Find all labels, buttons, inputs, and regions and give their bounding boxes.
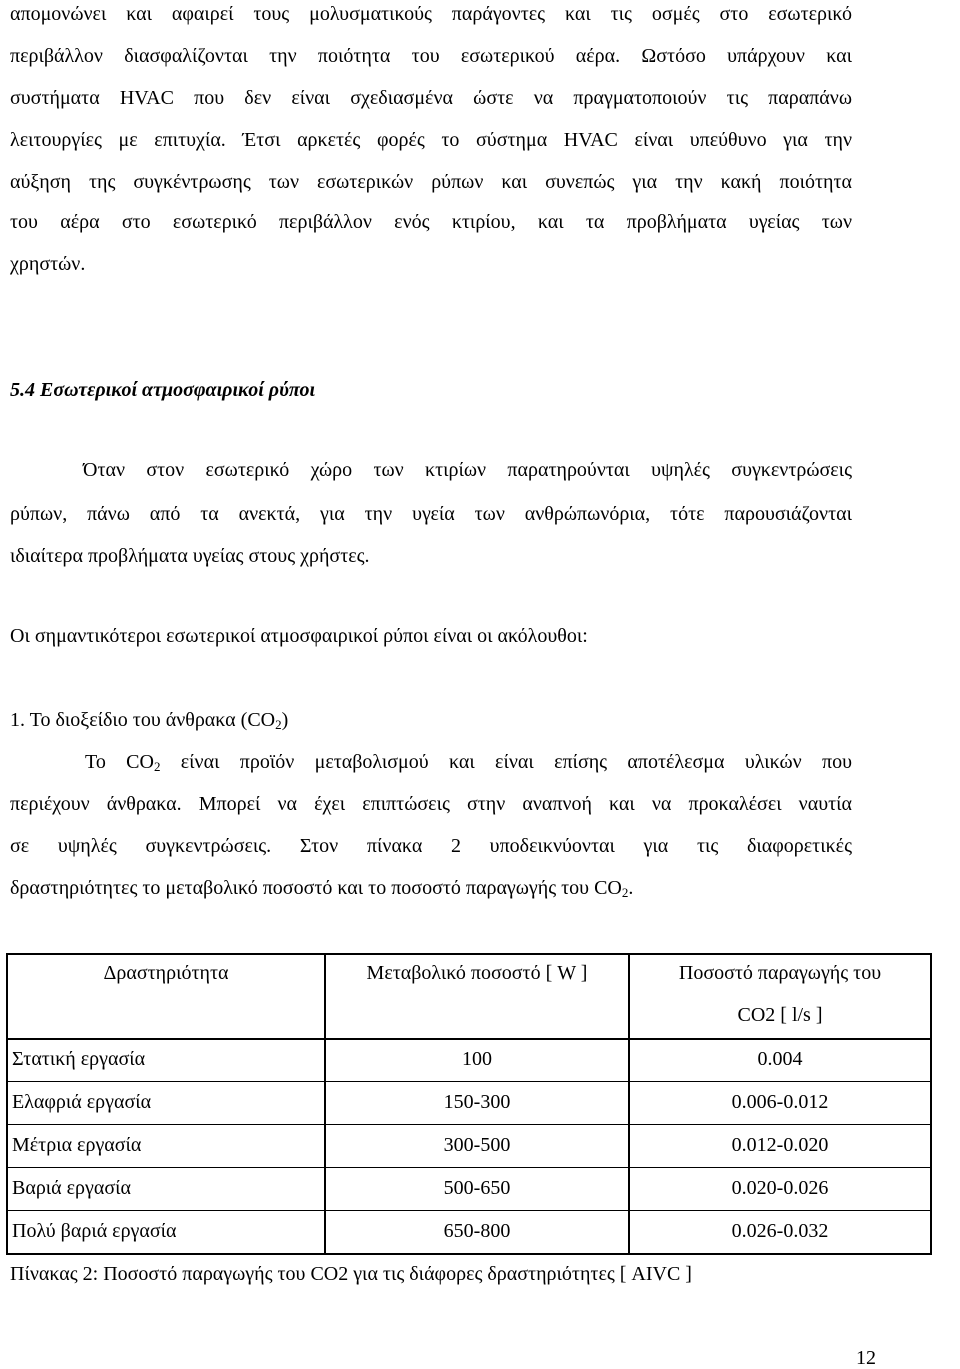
- text: είναι προϊόν μεταβολισμού και είναι επίσης αποτέλεσμα υλικών που: [160, 751, 853, 773]
- table-cell-activity: Ελαφριά εργασία: [12, 1091, 152, 1113]
- paragraph-1-line-7: χρηστών.: [10, 253, 86, 275]
- paragraph-3: Οι σημαντικότεροι εσωτερικοί ατμοσφαιρικοί ρύποι είναι οι ακόλουθοι:: [10, 625, 588, 647]
- paragraph-1-line-4: λειτουργίες με επιτυχία. Έτσι αρκετές φορές το σύστημα HVAC είναι υπεύθυνο για την: [10, 129, 852, 151]
- list-item-1-title-text: 1. Το διοξείδιο του άνθρακα (CO: [10, 709, 276, 731]
- table-cell-activity: Μέτρια εργασία: [12, 1134, 142, 1156]
- table-divider: [8, 1124, 930, 1125]
- text: .: [628, 877, 634, 899]
- paragraph-1-line-1: απομονώνει και αφαιρεί τους μολυσματικούς παράγοντες και τις οσμές στο εσωτερικό: [10, 3, 852, 25]
- table-caption: Πίνακας 2: Ποσοστό παραγωγής του CO2 για τις διάφορες δραστηριότητες [ AIVC ]: [10, 1263, 692, 1285]
- list-item-1-line-3: σε υψηλές συγκεντρώσεις. Στον πίνακα 2 υποδεικνύονται για τις διαφορετικές: [10, 835, 852, 857]
- table-cell-metabolic: 150-300: [443, 1091, 511, 1113]
- table-header-metabolic: Μεταβολικό ποσοστό [ W ]: [366, 962, 588, 984]
- table-divider: [8, 1038, 930, 1040]
- table-cell-metabolic: 500-650: [443, 1177, 511, 1199]
- table-header-production-line-1: Ποσοστό παραγωγής του: [678, 962, 882, 984]
- list-item-1-line-4: [10, 876, 633, 900]
- paragraph-1-line-2: περιβάλλον διασφαλίζονται την ποιότητα του εσωτερικού αέρα. Ωστόσο υπάρχουν και: [10, 45, 852, 67]
- table-cell-metabolic: 300-500: [443, 1134, 511, 1156]
- table-cell-production: 0.004: [757, 1048, 803, 1070]
- paragraph-2-line-3: ιδιαίτερα προβλήματα υγείας στους χρήστες.: [10, 545, 370, 567]
- table-divider: [8, 1210, 930, 1211]
- text: δραστηριότητες το μεταβολικό ποσοστό και το ποσοστό παραγωγής του CO: [10, 877, 622, 899]
- table-divider: [8, 1167, 930, 1168]
- co2-production-table: [6, 953, 932, 1255]
- text: Το CO: [85, 751, 154, 773]
- table-header-production-line-2: CO2 [ l/s ]: [737, 1004, 823, 1026]
- table-cell-activity: Πολύ βαριά εργασία: [12, 1220, 177, 1242]
- page-number: 12: [856, 1347, 876, 1369]
- table-cell-activity: Στατική εργασία: [12, 1048, 146, 1070]
- table-cell-activity: Βαριά εργασία: [12, 1177, 131, 1199]
- paragraph-2-line-1: Όταν στον εσωτερικό χώρο των κτιρίων παρατηρούνται υψηλές συγκεντρώσεις: [83, 459, 852, 481]
- list-item-1-line-2: περιέχουν άνθρακα. Μπορεί να έχει επιπτώσεις στην αναπνοή και να προκαλέσει ναυτία: [10, 793, 852, 815]
- list-item-1-title-end: ): [281, 709, 289, 731]
- paragraph-1-line-5: αύξηση της συγκέντρωσης των εσωτερικών ρύπων και συνεπώς για την κακή ποιότητα: [10, 171, 852, 193]
- list-item-1-line-1: [85, 750, 852, 774]
- list-item-1-title: [10, 708, 288, 732]
- table-cell-metabolic: 650-800: [443, 1220, 511, 1242]
- table-cell-production: 0.026-0.032: [731, 1220, 829, 1242]
- subscript: 2: [153, 759, 161, 774]
- table-cell-production: 0.020-0.026: [731, 1177, 829, 1199]
- subscript: 2: [275, 717, 282, 732]
- subscript: 2: [621, 885, 629, 900]
- paragraph-2-line-2: ρύπων, πάνω από τα ανεκτά, για την υγεία των ανθρώπωνόρια, τότε παρουσιάζονται: [10, 503, 852, 525]
- table-divider: [8, 1081, 930, 1082]
- table-cell-metabolic: 100: [462, 1048, 492, 1070]
- section-heading: 5.4 Εσωτερικοί ατμοσφαιρικοί ρύποι: [10, 379, 316, 401]
- table-cell-production: 0.006-0.012: [731, 1091, 829, 1113]
- paragraph-1-line-3: συστήματα HVAC που δεν είναι σχεδιασμένα ώστε να πραγματοποιούν τις παραπάνω: [10, 87, 852, 109]
- table-cell-production: 0.012-0.020: [731, 1134, 829, 1156]
- table-header-activity: Δραστηριότητα: [103, 962, 229, 984]
- paragraph-1-line-6: του αέρα στο εσωτερικό περιβάλλον ενός κτιρίου, και τα προβλήματα υγείας των: [10, 211, 852, 233]
